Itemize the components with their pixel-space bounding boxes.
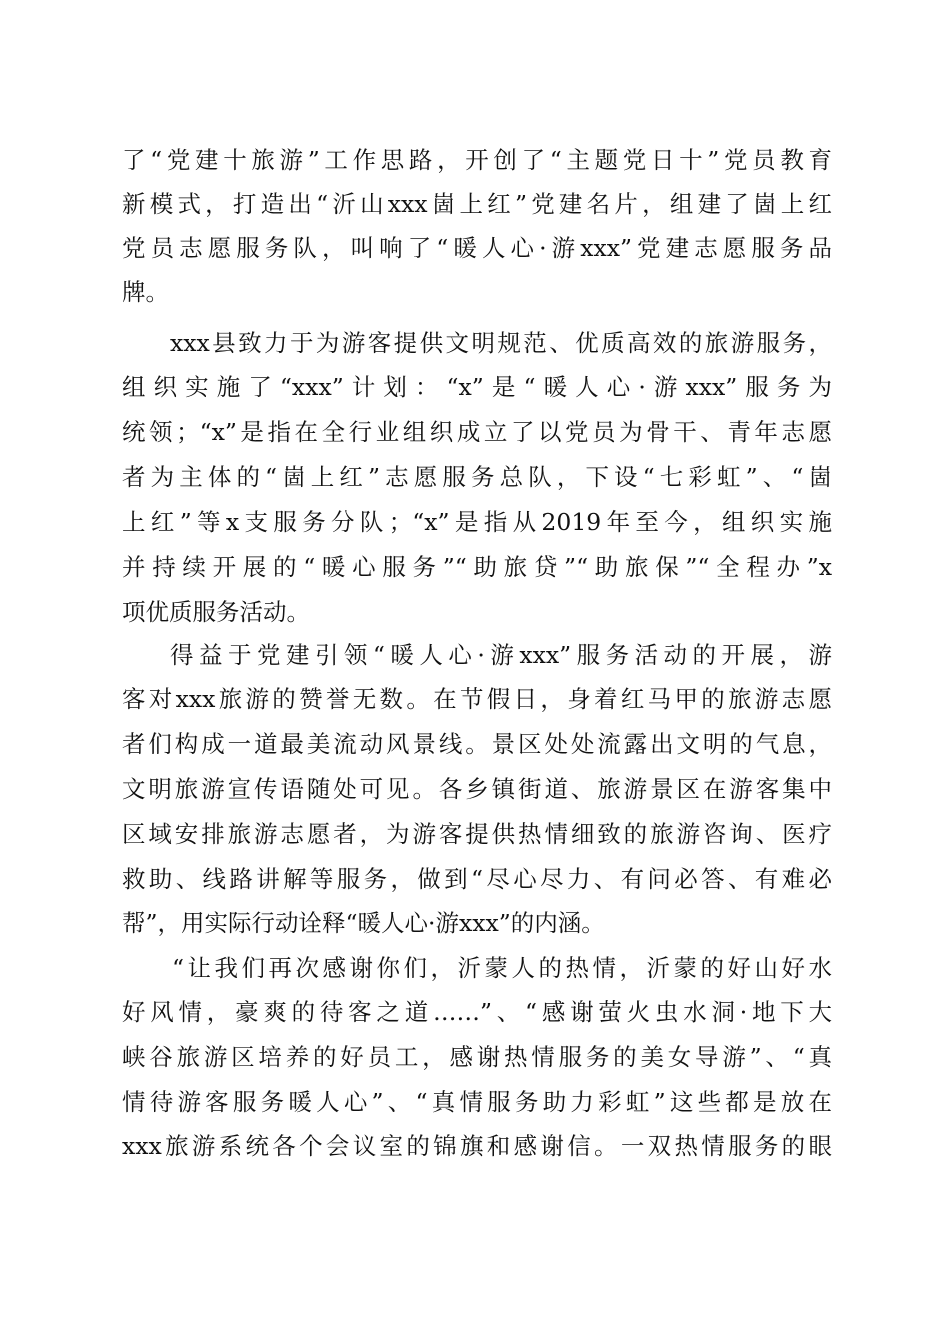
- text-line: 上红”等x支服务分队；“x”是指从2019年至今，组织实施: [122, 508, 832, 536]
- text-line: 新模式，打造出“沂山xxx崮上红”党建名片，组建了崮上红: [122, 190, 832, 218]
- text-line: xxx旅游系统各个会议室的锦旗和感谢信。一双热情服务的眼: [122, 1132, 832, 1160]
- text-line: 统领；“x”是指在全行业组织成立了以党员为骨干、青年志愿: [122, 418, 832, 446]
- text-line: 好风情，豪爽的待客之道……”、“感谢萤火虫水洞·地下大: [122, 998, 832, 1026]
- text-line: 帮”，用实际行动诠释“暖人心·游xxx”的内涵。: [122, 909, 605, 937]
- text-line: 峡谷旅游区培养的好员工，感谢热情服务的美女导游”、“真: [122, 1043, 832, 1071]
- text-line: 情待游客服务暖人心”、“真情服务助力彩虹”这些都是放在: [122, 1088, 832, 1116]
- text-line: 并持续开展的“暖心服务”“助旅贷”“助旅保”“全程办”x: [122, 553, 832, 581]
- text-line: 文明旅游宣传语随处可见。各乡镇街道、旅游景区在游客集中: [122, 775, 832, 803]
- text-line: 了“党建十旅游”工作思路，开创了“主题党日十”党员教育: [122, 146, 832, 174]
- text-line: 客对xxx旅游的赞誉无数。在节假日，身着红马甲的旅游志愿: [122, 685, 832, 713]
- text-line: 组织实施了“xxx”计划：“x”是“暖人心·游xxx”服务为: [122, 373, 832, 401]
- text-line: “让我们再次感谢你们，沂蒙人的热情，沂蒙的好山好水: [172, 954, 832, 982]
- text-line: 者为主体的“崮上红”志愿服务总队，下设“七彩虹”、“崮: [122, 463, 832, 491]
- text-line: 者们构成一道最美流动风景线。景区处处流露出文明的气息，: [122, 730, 832, 758]
- text-line: 党员志愿服务队，叫响了“暖人心·游xxx”党建志愿服务品: [122, 234, 832, 262]
- text-line: 得益于党建引领“暖人心·游xxx”服务活动的开展，游: [170, 641, 832, 669]
- text-line: 区域安排旅游志愿者，为游客提供热情细致的旅游咨询、医疗: [122, 820, 832, 848]
- text-line: 牌。: [122, 278, 169, 306]
- text-line: xxx县致力于为游客提供文明规范、优质高效的旅游服务，: [170, 329, 832, 357]
- text-line: 项优质服务活动。: [122, 598, 310, 626]
- text-line: 救助、线路讲解等服务，做到“尽心尽力、有问必答、有难必: [122, 865, 832, 893]
